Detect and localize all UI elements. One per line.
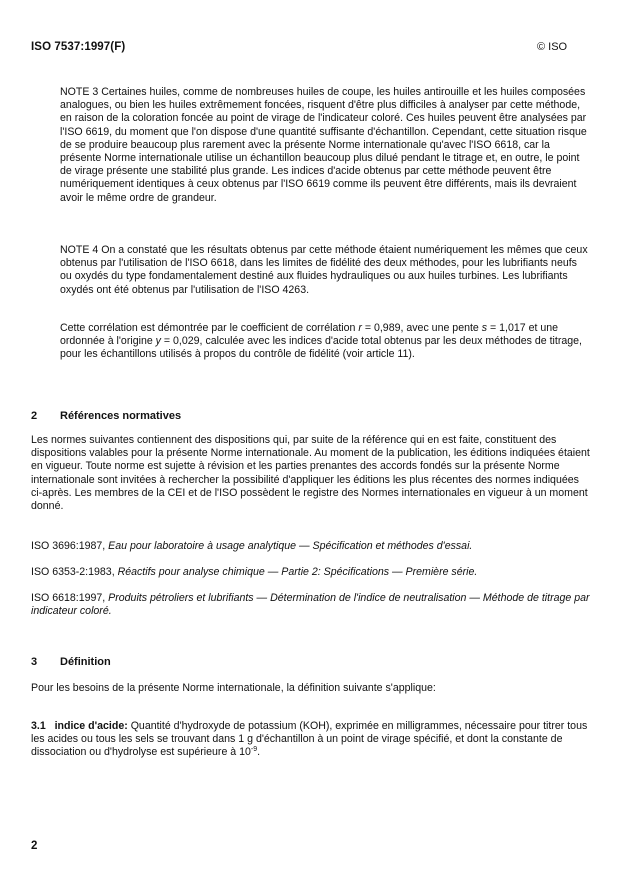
reference-iso-3696: ISO 3696:1987, Eau pour laboratoire à usage analytique — Spécification et méthodes d'essai. xyxy=(31,540,473,552)
section-3-number: 3 xyxy=(31,656,38,668)
page-number: 2 xyxy=(31,840,38,852)
section-2-title: Références normatives xyxy=(60,410,182,422)
section-3-title: Définition xyxy=(60,656,111,668)
reference-iso-6618: ISO 6618:1997, Produits pétroliers et lubrifiants — Détermination de l'indice de neutralisation — Méthode de titrage par indicateur coloré. xyxy=(31,592,590,618)
definition-number: 3.1 xyxy=(31,720,46,732)
section-2-number: 2 xyxy=(31,410,38,422)
note-4: NOTE 4 On a constaté que les résultats obtenus par cette méthode étaient numériquement les mêmes que ceux obtenus par l'utilisation de l'ISO 6618, dans les limites de fidélité des deux méthodes, pour les lubrifiants neufs ou oxydés du type fondamentalement destiné aux fluides hydrauliques ou aux huiles turbines. Les lubrifiants oxydés ont été obtenus par l'utilisation de l'ISO 4263. xyxy=(60,244,588,296)
definition-3-1: 3.1 indice d'acide: Quantité d'hydroxyde de potassium (KOH), exprimée en milligrammes, nécessaire pour titrer tous les acides ou tous les sels se trouvant dans 1 g d'échantillon à un point de virage spécifié, et dont la constante de dissociation ou d'hydrolyse est supérieure à $10^{-9}$. xyxy=(31,720,588,759)
reference-iso-6353-2: ISO 6353-2:1983, Réactifs pour analyse chimique — Partie 2: Spécifications — Première série. xyxy=(31,566,478,578)
definition-term: indice d'acide: xyxy=(54,720,128,732)
section-3-intro: Pour les besoins de la présente Norme internationale, la définition suivante s'applique: xyxy=(31,682,436,694)
copyright-notice: © ISO xyxy=(537,41,568,53)
correlation-paragraph: Cette corrélation est démontrée par le coefficient de corrélation r = 0,989, avec une pente s = 1,017 et une ordonnée à l'origine y = 0,029, calculée avec les indices d'acide total obtenus par les deux méthodes de titrage, pour les échantillons utilisés à propos du contrôle de fidélité (voir article 11). xyxy=(60,322,583,361)
section-2-intro: Les normes suivantes contiennent des dispositions qui, par suite de la référence qui en est faite, constituent des dispositions valables pour la présente Norme internationale. Au moment de la publication, les éditions indiquées étaient en vigueur. Toute norme est sujette à révision et les parties prenantes des accords fondés sur la présente Norme internationale sont invitées à rechercher la possibilité d'appliquer les éditions les plus récentes des normes indiquées ci-après. Les membres de la CEI et de l'ISO possèdent le registre des Normes internationales en vigueur à un moment donné. xyxy=(31,434,590,513)
note-3: NOTE 3 Certaines huiles, comme de nombreuses huiles de coupe, les huiles antirouille et les huiles composées analogues, ou bien les huiles extrêmement foncées, risquent d'être plus difficiles à analyser par cette méthode, en raison de la coloration foncée au point de virage de l'indicateur coloré. Ces huiles peuvent être analysées par l'ISO 6619, du moment que l'on dispose d'une quantité suffisante d'échantillon. Cependant, cette situation risque de se produire beaucoup plus rarement avec la présente Norme internationale qu'avec l'ISO 6618, car la présente Norme internationale utilise un échantillon beaucoup plus dilué pendant le titrage et, en outre, le point de virage présente une stabilité plus grande. Les indices d'acide obtenus par cette méthode peuvent être numériquement identiques à ceux obtenus par l'ISO 6619 comme ils peuvent être différents, mais ils devraient avoir le même ordre de grandeur. xyxy=(60,86,587,204)
document-id: ISO 7537:1997(F) xyxy=(31,41,126,53)
